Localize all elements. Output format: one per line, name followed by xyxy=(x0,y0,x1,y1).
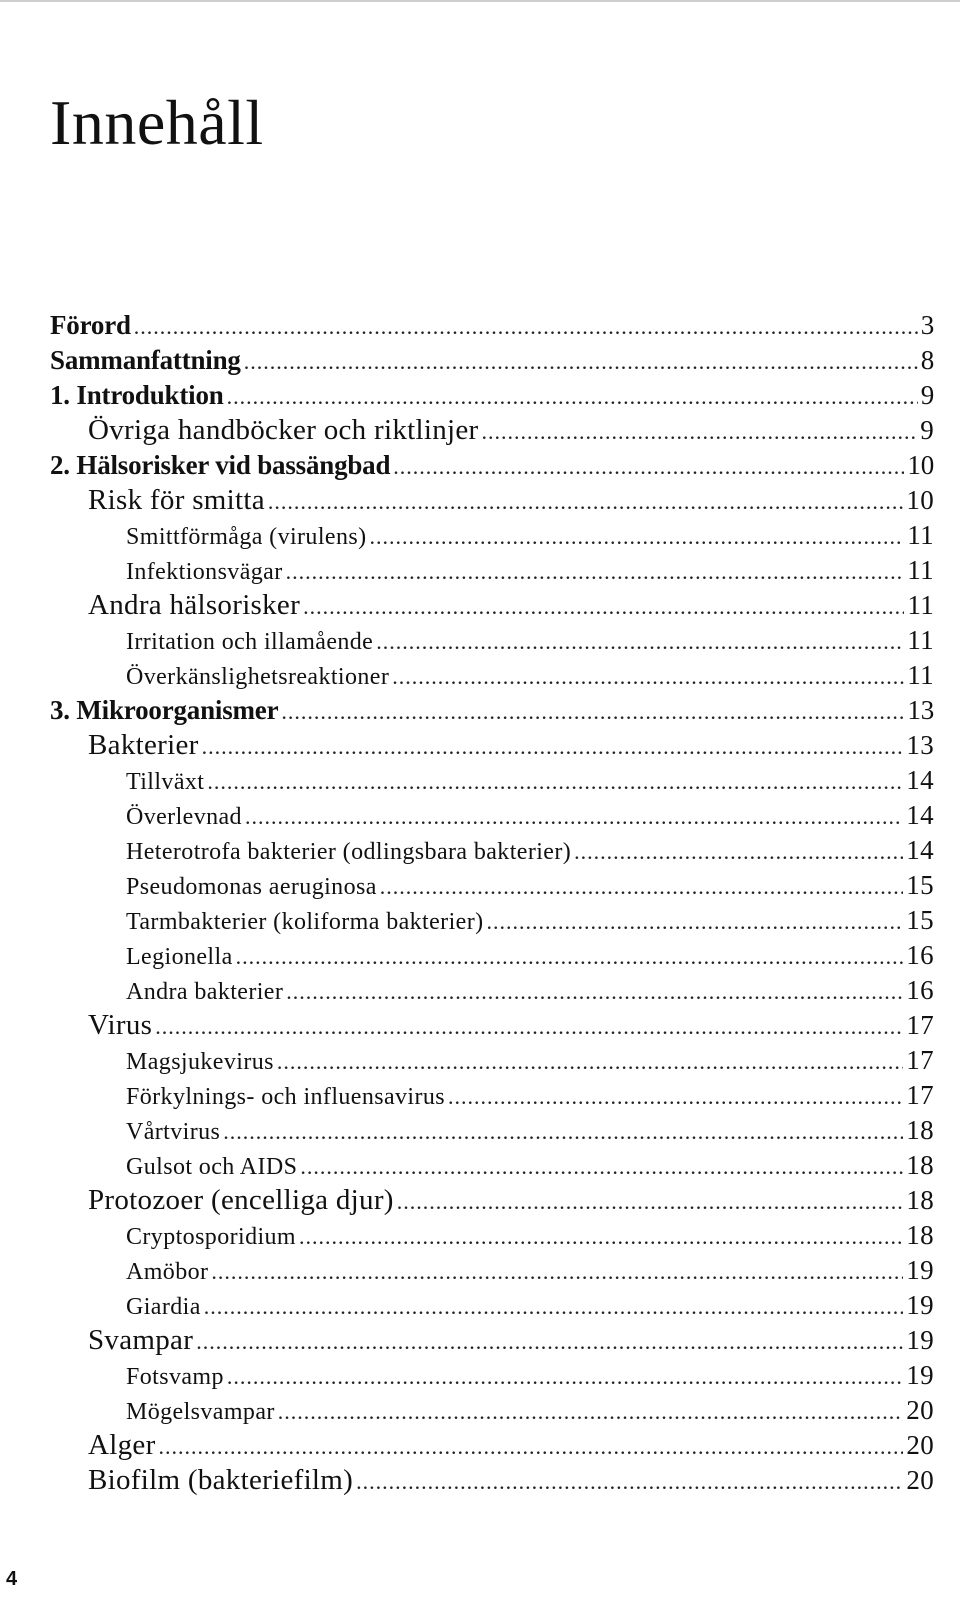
toc-entry-page: 16 xyxy=(906,975,934,1005)
toc-entry-label: Svampar xyxy=(88,1324,194,1356)
toc-entry-page: 15 xyxy=(906,870,934,900)
toc-entry-page: 3 xyxy=(920,310,934,340)
dot-leader xyxy=(134,309,918,344)
toc-entry[interactable] xyxy=(50,623,934,658)
toc-entry[interactable] xyxy=(50,973,934,1008)
page-title: Innehåll xyxy=(50,87,264,158)
toc-entry[interactable] xyxy=(50,1393,934,1428)
toc-entry-label: Amöbor xyxy=(126,1259,209,1285)
toc-entry-label: Infektionsvägar xyxy=(126,559,283,585)
table-of-contents xyxy=(50,308,934,1498)
toc-entry-label: Övriga handböcker och riktlinjer xyxy=(88,414,479,446)
toc-entry[interactable] xyxy=(50,343,934,378)
toc-entry-page: 20 xyxy=(906,1395,934,1425)
toc-entry[interactable] xyxy=(50,1463,934,1498)
top-rule xyxy=(0,0,960,2)
toc-entry[interactable] xyxy=(50,798,934,833)
toc-entry-page: 19 xyxy=(906,1255,934,1285)
toc-entry[interactable] xyxy=(50,693,934,728)
toc-entry-page: 8 xyxy=(920,345,934,375)
dot-leader xyxy=(236,939,904,974)
toc-entry-label: Bakterier xyxy=(88,729,199,761)
toc-entry-label: Irritation och illamående xyxy=(126,629,374,655)
toc-entry-label: Överlevnad xyxy=(126,804,242,830)
toc-entry-label: Sammanfattning xyxy=(50,345,241,375)
dot-leader xyxy=(223,1114,903,1149)
dot-leader xyxy=(574,834,903,869)
toc-entry-page: 20 xyxy=(906,1465,934,1495)
dot-leader xyxy=(155,1009,903,1044)
toc-entry-label: Tillväxt xyxy=(126,769,205,795)
toc-entry-label: Virus xyxy=(88,1009,153,1041)
toc-entry-label: Giardia xyxy=(126,1294,201,1320)
dot-leader xyxy=(397,1184,904,1219)
toc-entry-page: 18 xyxy=(906,1115,934,1145)
toc-entry-page: 9 xyxy=(920,380,934,410)
dot-leader xyxy=(244,344,918,379)
toc-entry[interactable] xyxy=(50,553,934,588)
toc-entry-page: 16 xyxy=(906,940,934,970)
toc-entry[interactable] xyxy=(50,728,934,763)
toc-entry-page: 19 xyxy=(906,1360,934,1390)
toc-entry[interactable] xyxy=(50,378,934,413)
toc-entry-page: 11 xyxy=(907,590,934,620)
page-number: 4 xyxy=(6,1568,18,1590)
toc-entry-label: Andra hälsorisker xyxy=(88,589,301,621)
toc-entry-label: Gulsot och AIDS xyxy=(126,1154,298,1180)
dot-leader xyxy=(268,484,904,519)
dot-leader xyxy=(277,1044,903,1079)
toc-entry-label: Smittförmåga (virulens) xyxy=(126,524,367,550)
dot-leader xyxy=(159,1429,904,1464)
toc-entry[interactable] xyxy=(50,1113,934,1148)
dot-leader xyxy=(299,1219,903,1254)
dot-leader xyxy=(380,869,903,904)
dot-leader xyxy=(281,694,904,729)
toc-entry-label: Biofilm (bakteriefilm) xyxy=(88,1464,354,1496)
toc-entry[interactable] xyxy=(50,448,934,483)
toc-entry-page: 14 xyxy=(906,765,934,795)
toc-entry-label: Magsjukevirus xyxy=(126,1049,274,1075)
toc-entry-page: 11 xyxy=(907,660,934,690)
toc-entry-page: 19 xyxy=(906,1290,934,1320)
dot-leader xyxy=(227,379,918,414)
dot-leader xyxy=(286,974,903,1009)
toc-entry-page: 10 xyxy=(906,485,934,515)
dot-leader xyxy=(369,519,904,554)
toc-entry-label: Vårtvirus xyxy=(126,1119,221,1145)
toc-entry[interactable] xyxy=(50,763,934,798)
toc-entry[interactable] xyxy=(50,833,934,868)
toc-entry[interactable] xyxy=(50,1043,934,1078)
toc-entry[interactable] xyxy=(50,1288,934,1323)
toc-entry[interactable] xyxy=(50,308,934,343)
toc-entry-page: 15 xyxy=(906,905,934,935)
dot-leader xyxy=(286,554,905,589)
toc-entry[interactable] xyxy=(50,483,934,518)
toc-entry[interactable] xyxy=(50,658,934,693)
toc-entry-page: 17 xyxy=(906,1045,934,1075)
toc-entry[interactable] xyxy=(50,1358,934,1393)
dot-leader xyxy=(482,414,918,449)
toc-entry[interactable] xyxy=(50,1078,934,1113)
toc-entry[interactable] xyxy=(50,1148,934,1183)
toc-entry[interactable] xyxy=(50,413,934,448)
toc-entry-page: 11 xyxy=(907,555,934,585)
toc-entry-page: 18 xyxy=(906,1150,934,1180)
toc-entry[interactable] xyxy=(50,868,934,903)
toc-entry-label: Risk för smitta xyxy=(88,484,265,516)
toc-entry-label: Förord xyxy=(50,310,131,340)
toc-entry-label: Tarmbakterier (koliforma bakterier) xyxy=(126,909,484,935)
dot-leader xyxy=(393,449,904,484)
toc-entry-label: Legionella xyxy=(126,944,233,970)
toc-entry-page: 17 xyxy=(906,1010,934,1040)
toc-entry-page: 9 xyxy=(920,415,934,445)
dot-leader xyxy=(202,729,904,764)
toc-entry-page: 18 xyxy=(906,1185,934,1215)
toc-entry[interactable] xyxy=(50,903,934,938)
toc-entry-label: Mögelsvampar xyxy=(126,1399,275,1425)
toc-entry-page: 10 xyxy=(907,450,934,480)
toc-entry-label: Andra bakterier xyxy=(126,979,284,1005)
toc-entry[interactable] xyxy=(50,588,934,623)
toc-entry-label: 3. Mikroorganismer xyxy=(50,695,279,725)
dot-leader xyxy=(356,1464,903,1499)
dot-leader xyxy=(303,589,904,624)
toc-entry-page: 11 xyxy=(907,625,934,655)
dot-leader xyxy=(204,1289,903,1324)
toc-entry[interactable] xyxy=(50,1183,934,1218)
dot-leader xyxy=(392,659,904,694)
toc-entry-page: 14 xyxy=(906,835,934,865)
toc-entry[interactable] xyxy=(50,938,934,973)
toc-entry-label: Protozoer (encelliga djur) xyxy=(88,1184,394,1216)
toc-entry-page: 17 xyxy=(906,1080,934,1110)
dot-leader xyxy=(376,624,904,659)
toc-entry-page: 13 xyxy=(906,730,934,760)
toc-entry-label: Förkylnings- och influensavirus xyxy=(126,1084,446,1110)
toc-entry-label: 2. Hälsorisker vid bassängbad xyxy=(50,450,391,480)
toc-entry-label: Fotsvamp xyxy=(126,1364,224,1390)
toc-entry[interactable] xyxy=(50,1428,934,1463)
toc-entry-label: Alger xyxy=(88,1429,156,1461)
toc-entry-page: 18 xyxy=(906,1220,934,1250)
dot-leader xyxy=(486,904,903,939)
toc-entry-page: 20 xyxy=(906,1430,934,1460)
toc-entry-label: Cryptosporidium xyxy=(126,1224,297,1250)
dot-leader xyxy=(278,1394,903,1429)
dot-leader xyxy=(211,1254,903,1289)
toc-entry-page: 19 xyxy=(906,1325,934,1355)
dot-leader xyxy=(245,799,903,834)
dot-leader xyxy=(196,1324,903,1359)
toc-entry[interactable] xyxy=(50,518,934,553)
toc-entry-label: Överkänslighetsreaktioner xyxy=(126,664,390,690)
dot-leader xyxy=(207,764,903,799)
dot-leader xyxy=(227,1359,903,1394)
toc-entry-label: Heterotrofa bakterier (odlingsbara bakterier) xyxy=(126,839,572,865)
toc-entry[interactable] xyxy=(50,1218,934,1253)
toc-entry-label: Pseudomonas aeruginosa xyxy=(126,874,377,900)
toc-entry[interactable] xyxy=(50,1323,934,1358)
toc-entry[interactable] xyxy=(50,1253,934,1288)
toc-entry-page: 11 xyxy=(907,520,934,550)
toc-entry[interactable] xyxy=(50,1008,934,1043)
toc-entry-page: 13 xyxy=(907,695,934,725)
dot-leader xyxy=(300,1149,903,1184)
dot-leader xyxy=(448,1079,903,1114)
toc-entry-label: 1. Introduktion xyxy=(50,380,224,410)
toc-entry-page: 14 xyxy=(906,800,934,830)
